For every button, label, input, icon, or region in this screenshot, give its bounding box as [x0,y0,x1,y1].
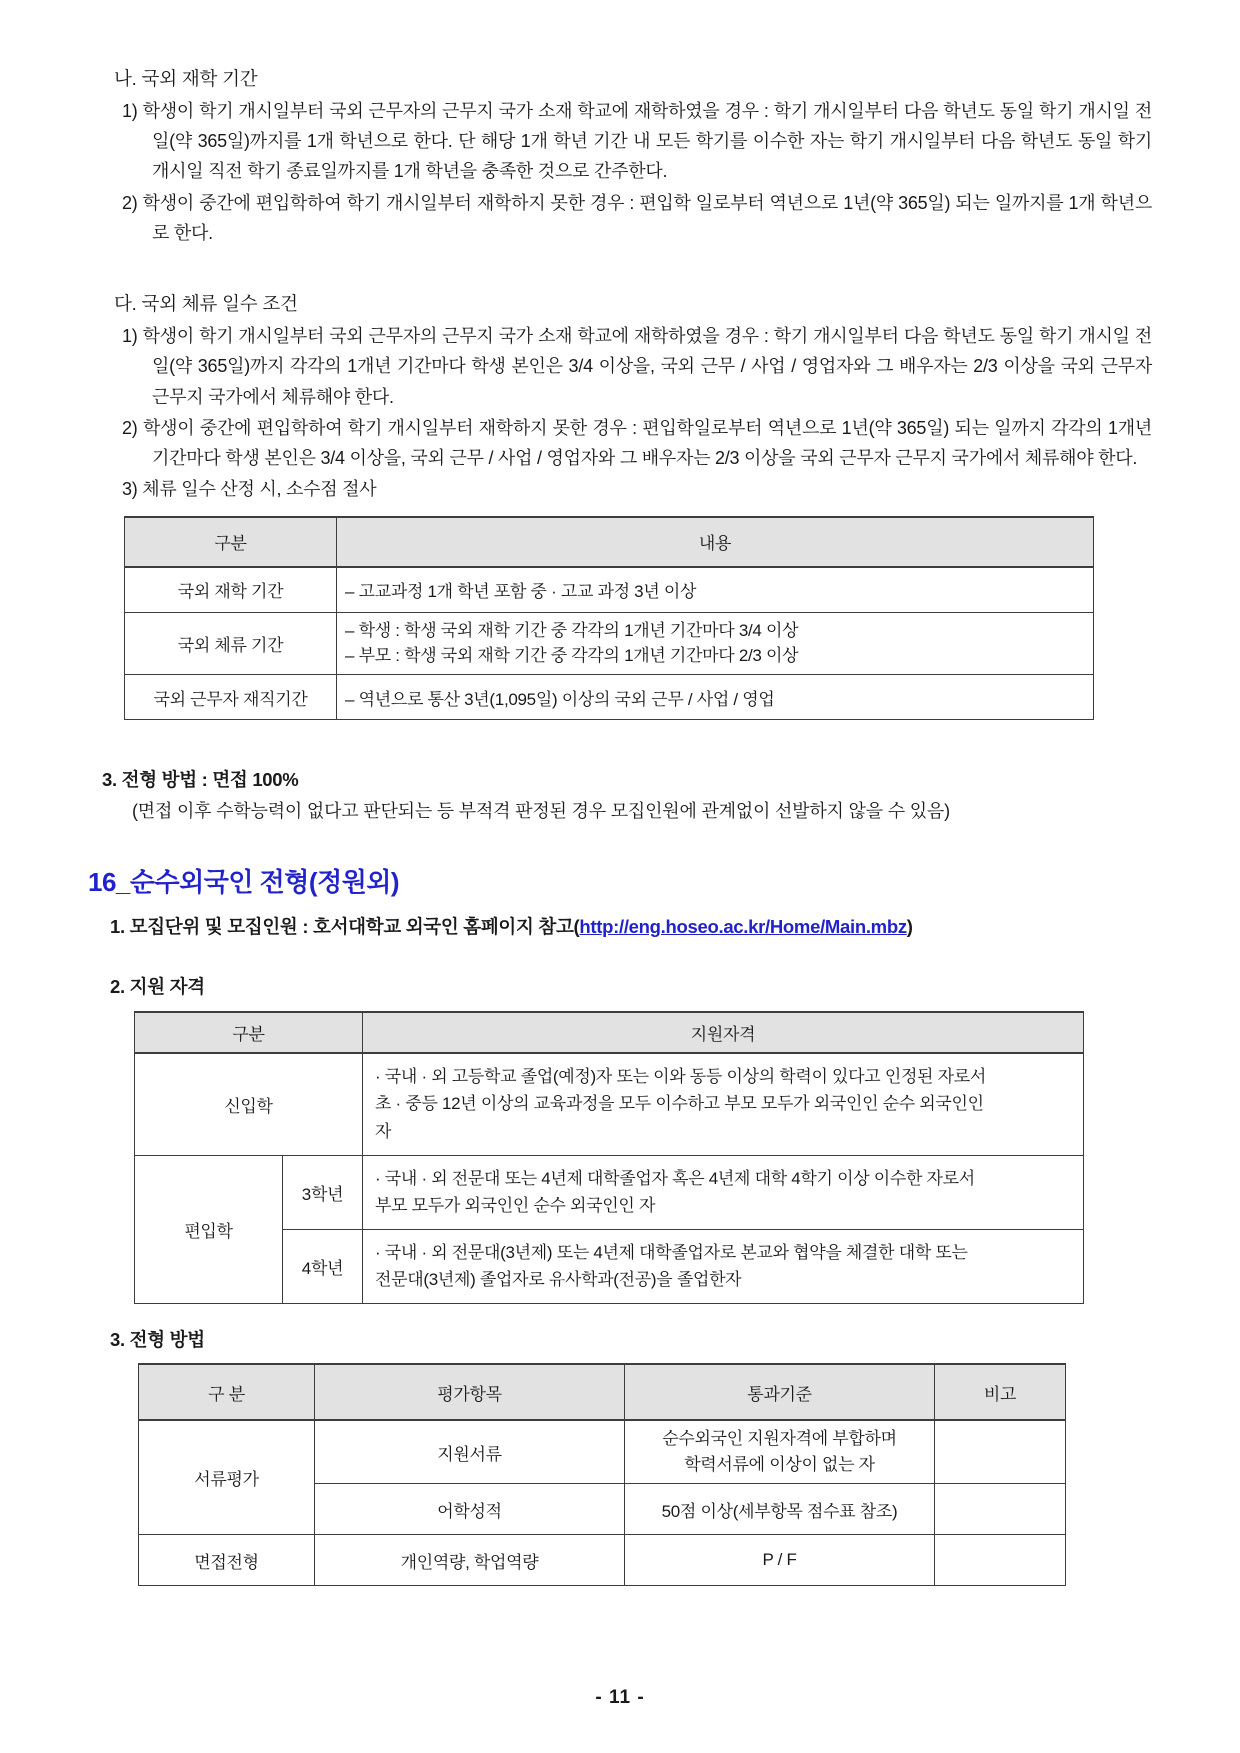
list-item-c-3 [88,474,1152,504]
program-item-1-suffix: ) [906,916,913,938]
page-number: - 11 - [595,1687,645,1708]
column-header-division: 구분 [135,1012,363,1053]
list-text: 학생이 학기 개시일부터 국외 근무자의 근무지 국가 소재 학교에 재학하였을 경우 : 학기 개시일부터 다음 학년도 동일 학기 개시일 전일(약 365일)까지를 1개 학년으로 한다. 단 해당 1개 학년 기간 내 모든 학기를 이수한 자는 학기 개시일부터 다음 학년도 동일 학기 개시일 직전 학기 종료일까지를 1개 학년을 충족한 것으로 간주한다. [142,100,1152,182]
spacer [88,1353,1152,1363]
column-header-division: 구 분 [139,1364,315,1420]
program-item-2: 2. 지원 자격 [110,976,205,998]
table-row [125,567,1094,613]
row-qualification-line: 부모 모두가 외국인인 순수 외국인인 자 [375,1196,656,1216]
table-header-row [135,1012,1084,1053]
spacer [88,720,1152,766]
row-qualification-line: · 국내 · 외 전문대 또는 4년제 대학졸업자 혹은 4년제 대학 4학기 이상 이수한 자로서 [375,1168,975,1188]
spacer [88,941,1152,973]
spacer [88,899,1152,913]
column-header-remark: 비고 [935,1364,1066,1420]
program-item-1 [88,913,1152,941]
program-item-1-prefix: 1. 모집단위 및 모집인원 : 호서대학교 외국인 홈페이지 참고( [110,916,580,938]
column-header-division: 구분 [125,517,337,567]
row-pass-criteria: P / F [625,1535,935,1586]
heading-section-c: 다. 국외 체류 일수 조건 [114,293,298,315]
row-qualification-line: · 국내 · 외 고등학교 졸업(예정)자 또는 이와 동등 이상의 학력이 있다고 인정된 자로서 [375,1066,986,1086]
column-header-qualification: 지원자격 [363,1012,1084,1053]
row-content-line: – 부모 : 학생 국외 재학 기간 중 각각의 1개년 기간마다 2/3 이상 [345,646,799,666]
row-remark [935,1535,1066,1586]
spacer [88,249,1152,289]
row-qualification-line: 초 · 중등 12년 이상의 교육과정을 모두 이수하고 부모 모두가 외국인인 순수 외국인인 [375,1094,984,1114]
row-remark [935,1484,1066,1535]
list-text: 체류 일수 산정 시, 소수점 절사 [142,479,377,500]
row-label: 국외 재학 기간 [125,567,337,613]
row-pass-criteria-line: 학력서류에 이상이 없는 자 [684,1455,875,1475]
column-header-evaluation-item: 평가항목 [315,1364,625,1420]
row-group-label: 편입학 [135,1155,283,1303]
row-content [337,612,1094,675]
heading-selection-method: 3. 전형 방법 : 면접 100% [102,769,299,791]
row-qualification-line: · 국내 · 외 전문대(3년제) 또는 4년제 대학졸업자로 본교와 협약을 체결한 대학 또는 [375,1242,968,1262]
row-grade-label: 3학년 [283,1155,363,1229]
spacer [88,1001,1152,1011]
row-division: 서류평가 [139,1420,315,1534]
list-marker: 2) [122,417,138,438]
list-item-c-1 [88,321,1152,412]
row-qualification [363,1155,1084,1229]
spacer [88,826,1152,866]
row-content: – 고교과정 1개 학년 포함 중 · 고교 과정 3년 이상 [337,567,1094,613]
row-evaluation-item: 개인역량, 학업역량 [315,1535,625,1586]
row-pass-criteria-line: 순수외국인 지원자격에 부합하며 [662,1429,897,1449]
row-evaluation-item: 지원서류 [315,1420,625,1483]
list-text: 학생이 중간에 편입학하여 학기 개시일부터 재학하지 못한 경우 : 편입학일로부터 역년으로 1년(약 365일) 되는 일까지 각각의 1개년 기간마다 학생 본인은 3/4 이상을, 국외 근무 / 사업 / 영업자와 그 배우자는 2/3 이상을 국외 근무자 근무지 국가에서 체류해야 한다. [142,417,1152,469]
table-qualification [134,1011,1084,1304]
table-method [138,1363,1066,1586]
row-pass-criteria [625,1420,935,1483]
heading-section-b: 나. 국외 재학 기간 [114,68,258,89]
list-item-b-1 [88,96,1152,187]
list-marker: 3) [122,479,138,500]
row-group-label: 신입학 [135,1053,363,1155]
table-header-row [139,1364,1066,1420]
column-header-content: 내용 [337,517,1094,567]
table-row [139,1535,1066,1586]
row-qualification-line: 자 [375,1122,392,1141]
row-grade-label: 4학년 [283,1229,363,1303]
row-evaluation-item: 어학성적 [315,1484,625,1535]
row-division: 면접전형 [139,1535,315,1586]
foreign-homepage-link[interactable]: http://eng.hoseo.ac.kr/Home/Main.mbz [579,916,907,938]
program-title: 16_순수외국인 전형(정원외) [88,866,400,897]
table-header-row [125,517,1094,567]
spacer [88,506,1152,516]
table-row [139,1420,1066,1483]
row-label: 국외 체류 기간 [125,612,337,675]
list-text: 학생이 학기 개시일부터 국외 근무자의 근무지 국가 소재 학교에 재학하였을 경우 : 학기 개시일부터 다음 학년도 동일 학기 개시일 전일(약 365일)까지 각각의 1개년 기간마다 학생 본인은 3/4 이상을, 국외 근무 / 사업 / 영업자와 그 배우자는 2/3 이상을 국외 근무자 근무지 국가에서 체류해야 한다. [142,326,1152,407]
row-remark [935,1420,1066,1483]
table-row [135,1155,1084,1229]
table-row [125,675,1094,720]
program-item-3: 3. 전형 방법 [110,1328,205,1350]
column-header-pass-criteria: 통과기준 [625,1364,935,1420]
row-content-line: – 학생 : 학생 국외 재학 기간 중 각각의 1개년 기간마다 3/4 이상 [345,620,799,640]
list-item-c-2 [88,413,1152,473]
list-marker: 2) [122,192,138,213]
row-pass-criteria: 50점 이상(세부항목 점수표 참조) [625,1484,935,1535]
row-qualification [363,1053,1084,1155]
row-content: – 역년으로 통산 3년(1,095일) 이상의 국외 근무 / 사업 / 영업 [337,675,1094,720]
list-marker: 1) [122,100,138,121]
list-item-b-2 [88,188,1152,248]
list-text: 학생이 중간에 편입학하여 학기 개시일부터 재학하지 못한 경우 : 편입학 일로부터 역년으로 1년(약 365일) 되는 일까지를 1개 학년으로 한다. [142,192,1152,243]
row-label: 국외 근무자 재직기간 [125,675,337,720]
row-qualification-line: 전문대(3년제) 졸업자로 유사학과(전공)을 졸업한자 [375,1270,742,1290]
spacer [88,1304,1152,1326]
table-condition [124,516,1094,721]
table-row [135,1053,1084,1155]
row-qualification [363,1229,1084,1303]
list-marker: 1) [122,326,138,347]
selection-method-note: (면접 이후 수학능력이 없다고 판단되는 등 부적격 판정된 경우 모집인원에 관계없이 선발하지 않을 수 있음) [132,800,950,821]
table-row [125,612,1094,675]
